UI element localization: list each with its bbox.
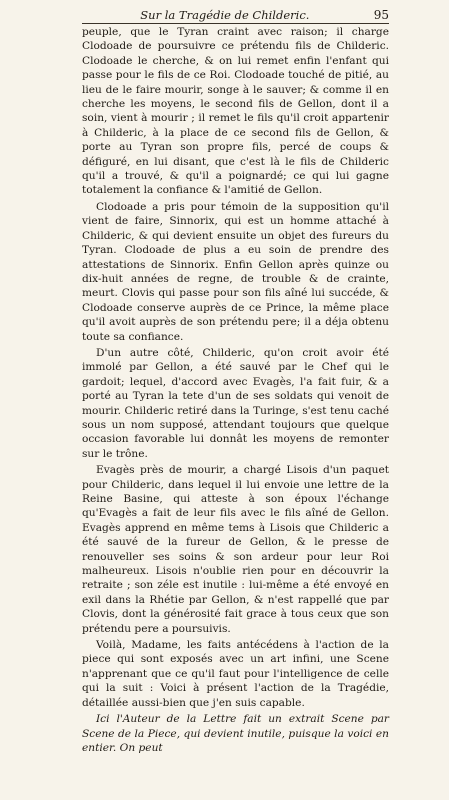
paragraph-1: peuple, que le Tyran craint avec raison; il charge Clodoade de poursuivre ce prétendu fils de Childeric. Clodoade le cherche, & on lui remet enfin l'enfant qui passe pour le fils de ce Roi. Clodoade touché de pitié, au lieu de le faire mourir, songe à le sauver; & comme il en cherche les moyens, le second fils de Gellon, dont il a soin, vient à mourir ; il remet le fils qu'il croit appartenir à Childeric, à la place de ce second fils de Gellon, & porte au Tyran son propre fils, percé de coups & défiguré, en lui disant, que c'est là le fils de Childeric qu'il a trouvé, & qu'il a poignardé; ce qui lui gagne totalement la confiance & l'amitié de Gellon. [82,26,389,197]
paragraph-5: Voilà, Madame, les faits antécédens à l'action de la piece qui sont exposés avec un art infini, une Scene n'apprenant que ce qu'il faut pour l'intelligence de celle qui la suit : Voici à présent l'action de la Tragédie, détaillée aussi-bien que j'en suis capable. [82,639,389,709]
editor-note: Ici l'Auteur de la Lettre fait un extrait Scene par Scene de la Piece, qui devient inutile, puisque la voici en entier. On peut [82,713,389,754]
running-header [82,8,389,24]
paragraph-4: Evagès près de mourir, a chargé Lisois d'un paquet pour Childeric, dans lequel il lui envoie une lettre de la Reine Basine, qui atteste à son époux l'échange qu'Evagès a fait de leur fils avec le fils aîné de Gellon. Evagès apprend en même tems à Lisois que Childeric a été sauvé de la fureur de Gellon, & le presse de renouveller ses soins & son ardeur pour leur Roi malheureux. Lisois n'oublie rien pour en découvrir la retraite ; son zéle est inutile : lui-même a été envoyé en exil dans la Rhétie par Gellon, & n'est rappellé que par Clovis, dont la générosité fait grace à tous ceux que son prétendu pere a poursuivis. [82,464,389,635]
page-number: 95 [373,8,389,22]
running-title: Sur la Tragédie de Childeric. [140,8,310,22]
paragraph-3: D'un autre côté, Childeric, qu'on croit avoir été immolé par Gellon, a été sauvé par le Chef qui le gardoit; lequel, d'accord avec Evagès, l'a fait fuir, & a porté au Tyran la tete d'un de ses soldats qui venoit de mourir. Childeric retiré dans la Turinge, s'est tenu caché sous un nom supposé, attendant toujours que quelque occasion favorable lui donnât les moyens de remonter sur le trône. [82,346,389,460]
paragraph-2: Clodoade a pris pour témoin de la supposition qu'il vient de faire, Sinnorix, qui est un homme attaché à Childeric, & qui devient ensuite un objet des fureurs du Tyran. Clodoade de plus a eu soin de prendre des attestations de Sinnorix. Enfin Gellon après quinze ou dix-huit années de regne, de trouble & de crainte, meurt. Clovis qui passe pour son fils aîné lui succéde, & Clodoade conserve auprès de ce Prince, la même place qu'il avoit auprès de son prétendu pere; il a déja obtenu toute sa confiance. [82,200,389,343]
page-body [82,25,389,755]
